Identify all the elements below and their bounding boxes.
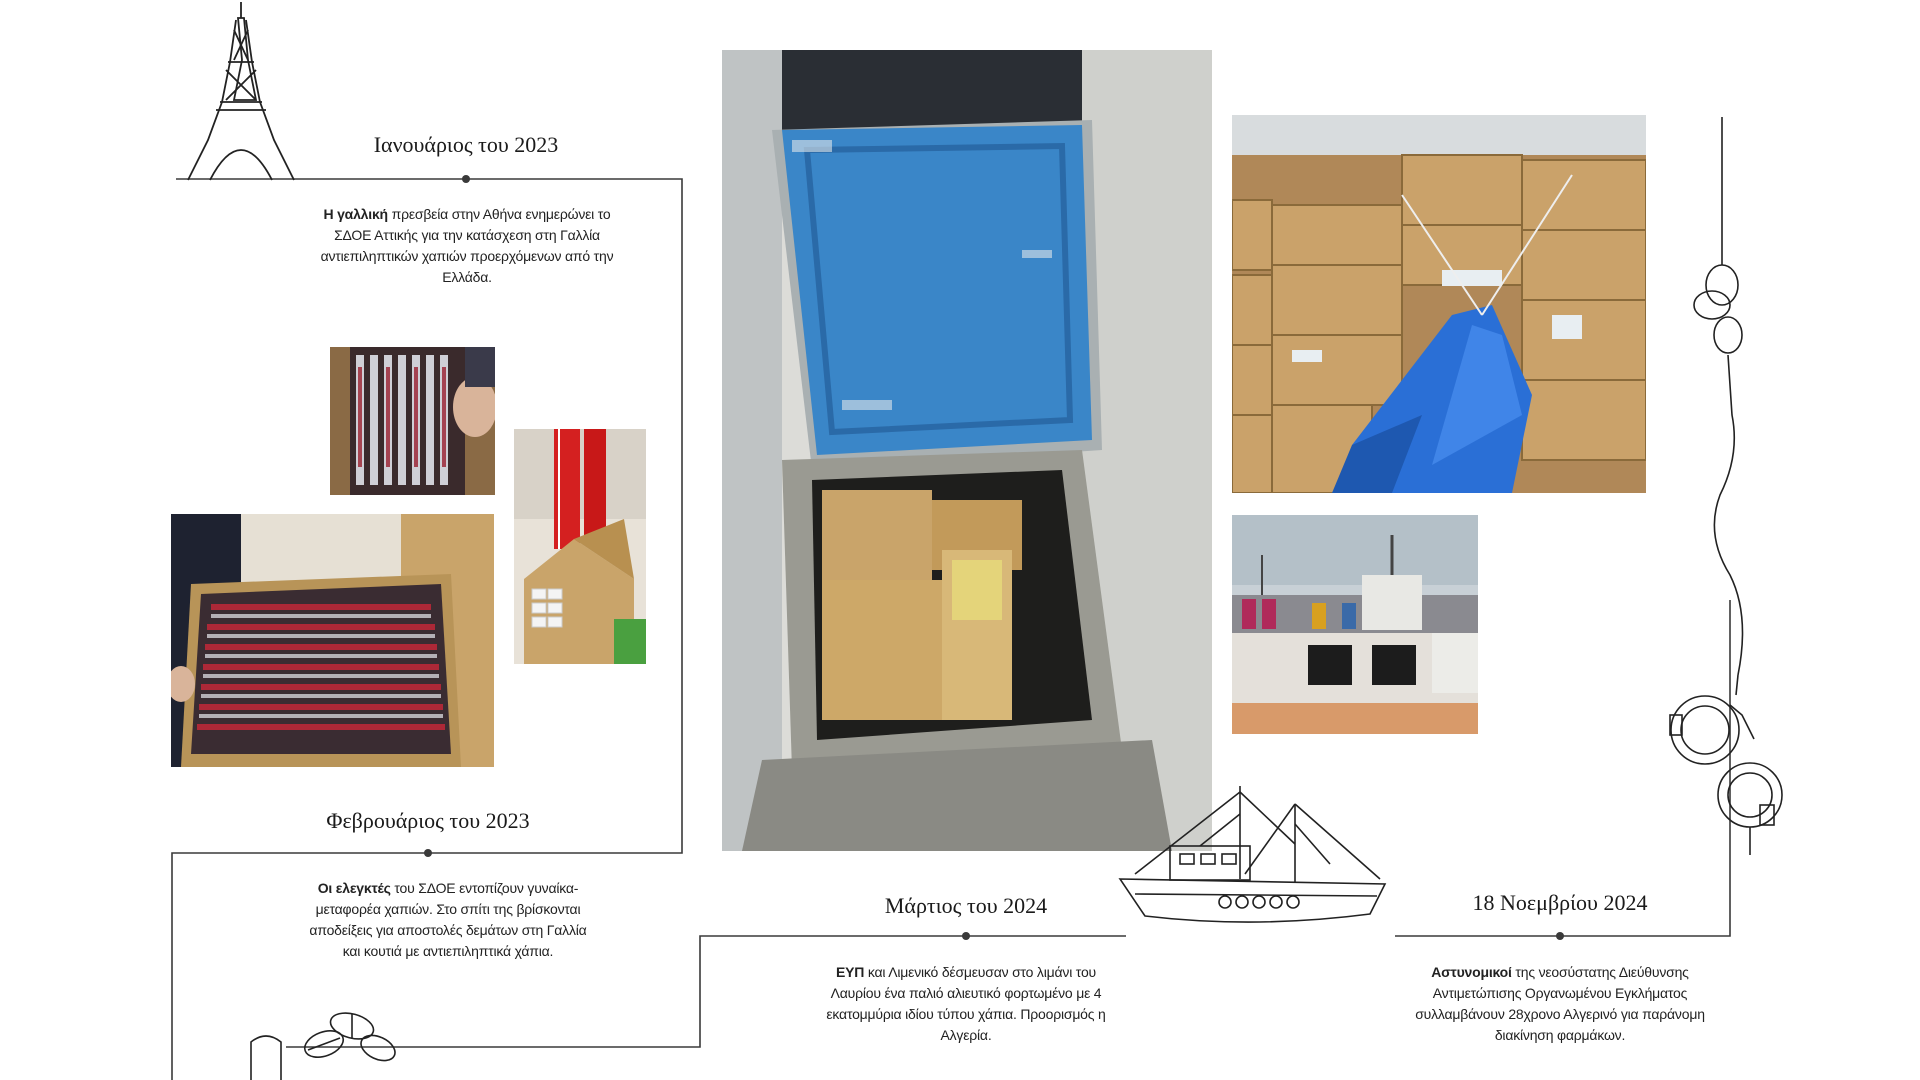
desc-mar-2024: και Λιμενικό δέσμευσαν στο λιμάνι του Λαυρίου ένα παλιό αλιευτικό φορτωμένο με 4 εκατομμύρια ιδίου τύπου χάπια. Προορισμός η Αλγερία. [826,964,1106,1043]
timeline-dot-nov-2024 [1556,932,1564,940]
date-feb-2023: Φεβρουάριος του 2023 [326,808,530,833]
timeline-dot-jan-2023 [462,175,470,183]
lead-feb-2023: Οι ελεγκτές [317,880,391,896]
lead-mar-2024: ΕΥΠ [836,964,865,980]
photo-blue-hatch-hidden-boxes [722,50,1212,851]
photo-pill-blisters-box [330,347,495,495]
eiffel-tower-icon [186,0,296,185]
date-jan-2023: Ιανουάριος του 2023 [373,132,559,157]
lead-jan-2023: Η γαλλική [323,206,388,222]
timeline-dot-feb-2023 [424,849,432,857]
date-nov-2024: 18 Νοεμβρίου 2024 [1472,890,1648,915]
lead-nov-2024: Αστυνομικοί [1431,964,1512,980]
text-nov-2024 [1412,962,1708,1046]
fishing-boat-icon [1115,784,1400,939]
text-jan-2023 [316,204,618,288]
photo-fishing-boat-port [1232,515,1478,734]
text-feb-2023 [300,878,596,962]
handcuffs-icon [1650,115,1790,855]
bottle-icon [246,1030,286,1080]
date-mar-2024: Μάρτιος του 2024 [884,893,1048,918]
pills-icon [300,998,400,1068]
photo-stacked-boxes-blue-tarp [1232,115,1646,493]
desc-jan-2023: πρεσβεία στην Αθήνα ενημερώνει το ΣΔΟΕ Αττικής για την κατάσχεση στη Γαλλία αντιεπιληπτικών χαπιών προερχόμενων από την Ελλάδα. [320,206,614,285]
desc-nov-2024: της νεοσύστατης Διεύθυνσης Αντιμετώπισης Οργανωμένου Εγκλήματος συλλαμβάνουν 28χρονο Αλγερινό για παράνομη διακίνηση φαρμάκων. [1415,964,1705,1043]
desc-feb-2023: του ΣΔΟΕ εντοπίζουν γυναίκα-μεταφορέα χαπιών. Στο σπίτι της βρίσκονται αποδείξεις για αποστολές δεμάτων στη Γαλλία και κουτιά με αντιεπιληπτικά χάπια. [309,880,587,959]
timeline-dot-mar-2024 [962,932,970,940]
photo-boxes-red-tracksuit [514,429,646,664]
photo-box-of-pills [171,514,494,767]
text-mar-2024 [826,962,1106,1046]
